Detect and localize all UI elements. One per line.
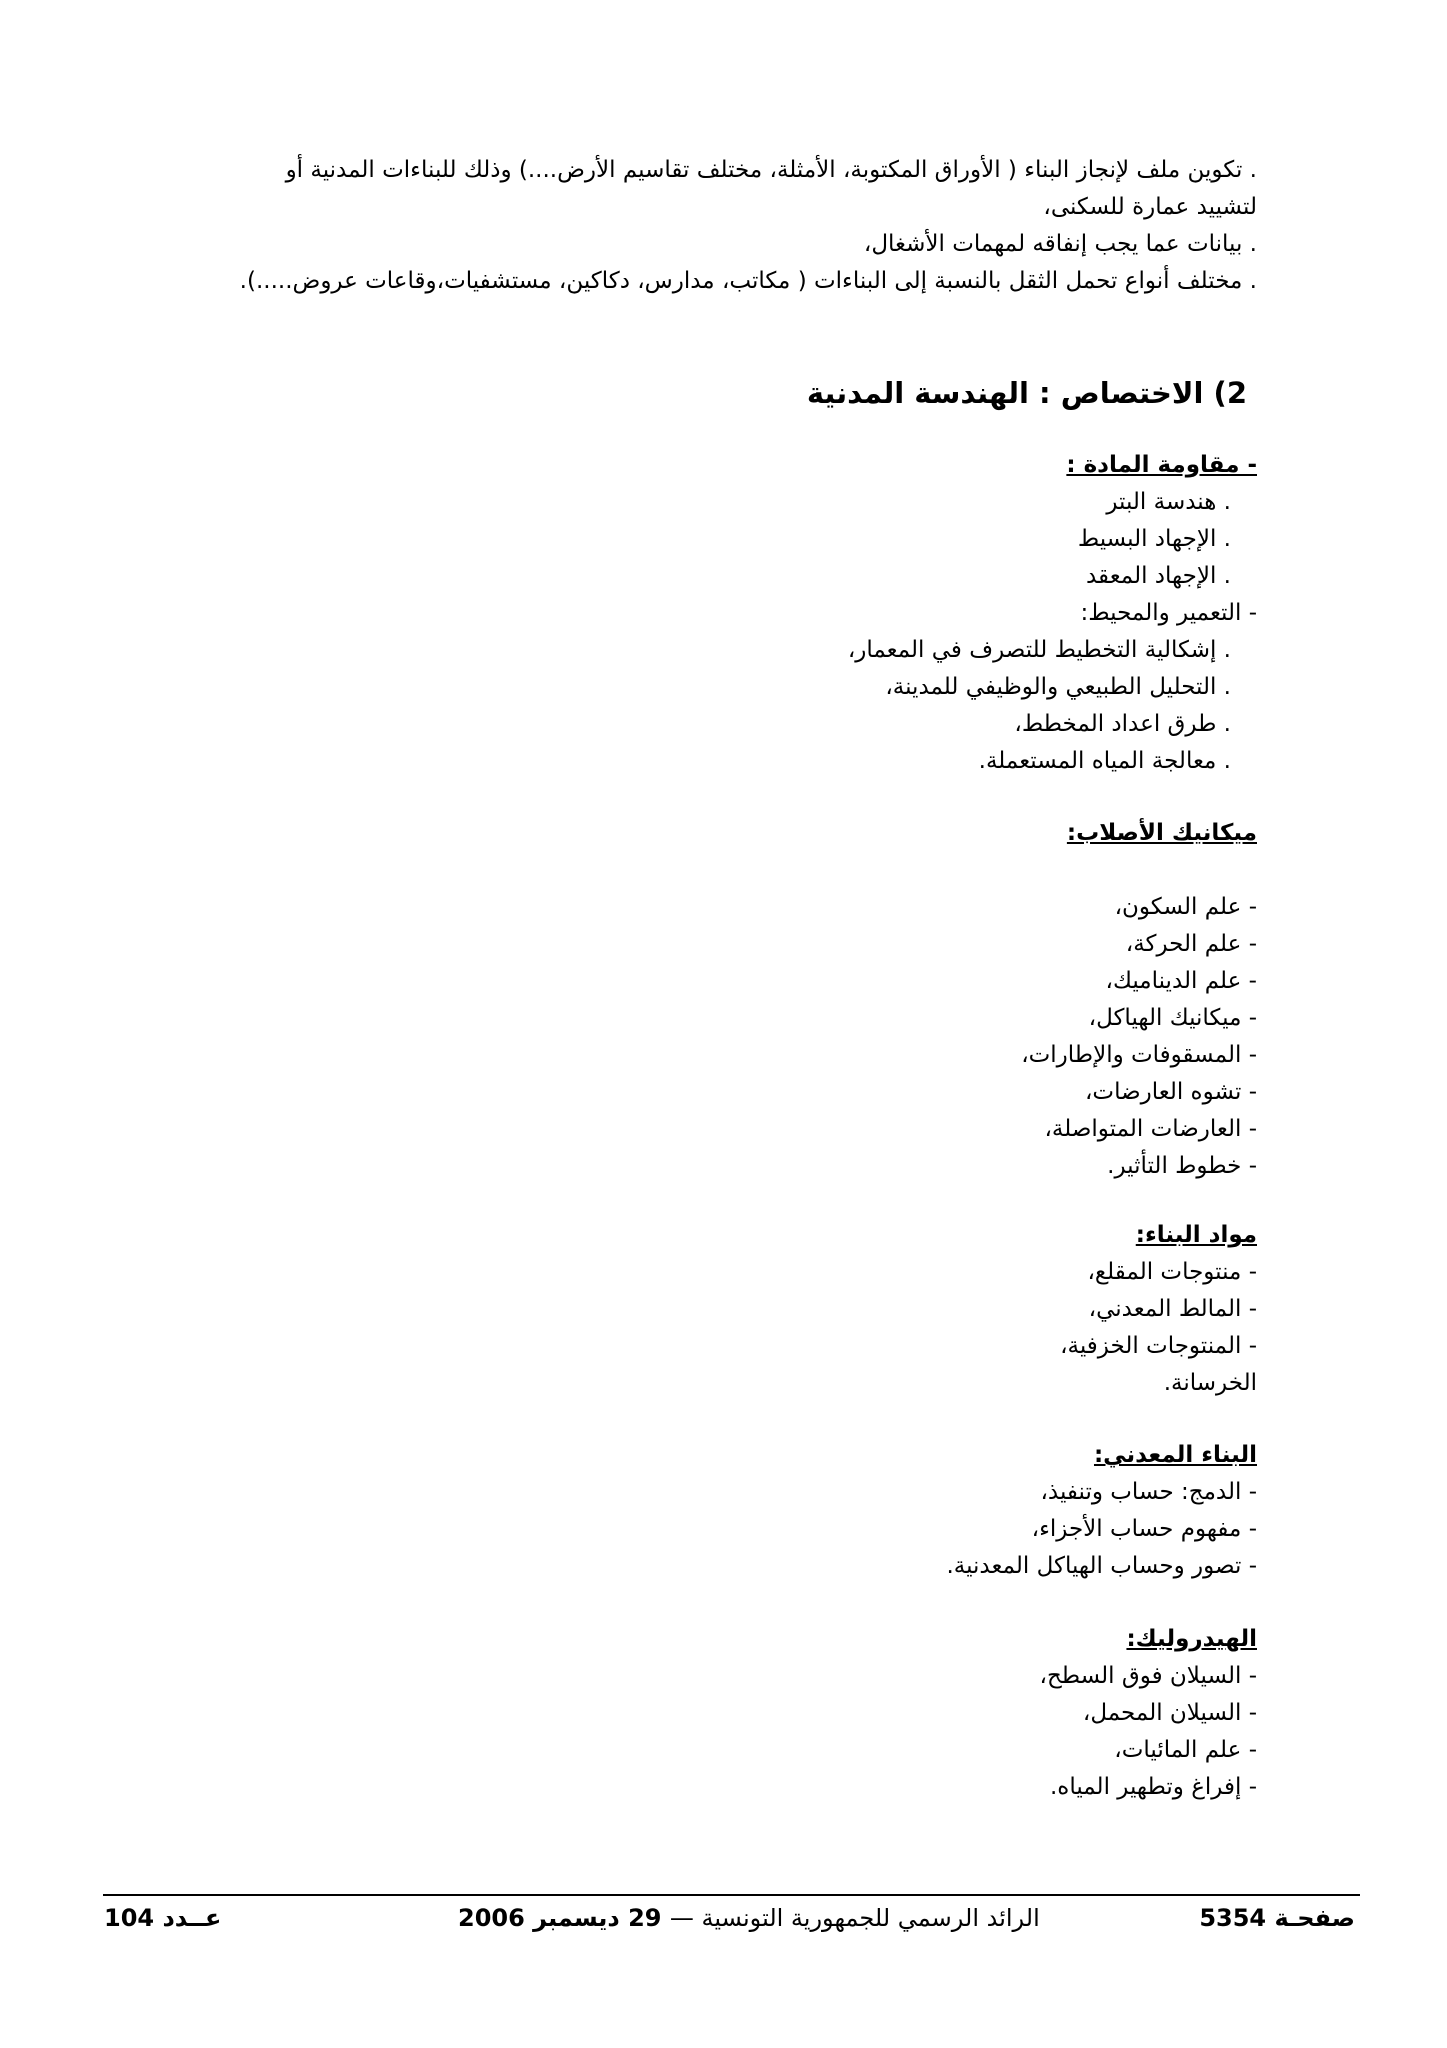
list-item: - السيلان فوق السطح، — [1039, 1663, 1257, 1689]
intro-line: . تكوين ملف لإنجاز البناء ( الأوراق المكتوبة، الأمثلة، مختلف تقاسيم الأرض....) وذلك للبناءات المدنية أو لتشييد عمارة للسكنى، — [285, 157, 1257, 220]
footer-page-label: صفحـة — [1274, 1904, 1355, 1932]
list-item: . الإجهاد البسيط — [1077, 526, 1231, 552]
intro-line: . مختلف أنواع تحمل الثقل بالنسبة إلى البناءات ( مكاتب، مدارس، دكاكين، مستشفيات،وقاعات عروض.....). — [239, 268, 1257, 294]
footer-divider — [103, 1894, 1360, 1896]
list-item: . معالجة المياه المستعملة. — [978, 748, 1231, 774]
list-item: . طرق اعداد المخطط، — [1014, 711, 1231, 737]
list-item: - خطوط التأثير. — [1107, 1153, 1257, 1179]
list-item: - المنتوجات الخزفية، — [1060, 1333, 1257, 1359]
section-title: 2) الاختصاص : الهندسة المدنية — [806, 376, 1247, 410]
footer-issue-label: عــدد — [162, 1904, 222, 1932]
list-item: - علم السكون، — [1114, 894, 1257, 920]
materials-heading: مواد البناء: — [1135, 1222, 1257, 1248]
urbanism-heading: - التعمير والمحيط: — [1080, 600, 1257, 626]
list-item: - السيلان المحمل، — [1082, 1700, 1257, 1726]
mechanics-block — [1021, 815, 1257, 1185]
footer-issue — [104, 1904, 221, 1932]
list-item: - منتوجات المقلع، — [1087, 1259, 1257, 1285]
list-item: . الإجهاد المعقد — [1085, 563, 1231, 589]
list-item: - ميكانيك الهياكل، — [1088, 1005, 1257, 1031]
mechanics-heading: ميكانيك الأصلاب: — [1066, 820, 1257, 846]
intro-line: . بيانات عما يجب إنفاقه لمهمات الأشغال، — [863, 231, 1257, 257]
metal-block — [946, 1437, 1257, 1585]
list-item: - المالط المعدني، — [1088, 1296, 1257, 1322]
list-item: - علم المائيات، — [1114, 1737, 1257, 1763]
materials-block — [1060, 1217, 1257, 1402]
strength-block — [848, 447, 1257, 780]
hydraulics-block — [1040, 1621, 1257, 1806]
list-item: - تصور وحساب الهياكل المعدنية. — [946, 1553, 1257, 1579]
footer-journal-name: الرائد الرسمي للجمهورية التونسية — — [669, 1904, 1040, 1932]
footer-journal — [458, 1904, 1040, 1932]
footer-date: 29 ديسمبر 2006 — [458, 1904, 662, 1932]
list-item: - إفراغ وتطهير المياه. — [1049, 1774, 1257, 1800]
strength-heading: - مقاومة المادة : — [1066, 452, 1257, 478]
list-item: . هندسة البتر — [1106, 489, 1231, 515]
list-item: - المسقوفات والإطارات، — [1021, 1042, 1257, 1068]
metal-heading: البناء المعدني: — [1093, 1442, 1257, 1468]
list-item: - مفهوم حساب الأجزاء، — [1031, 1516, 1257, 1542]
list-item: . إشكالية التخطيط للتصرف في المعمار، — [847, 637, 1231, 663]
list-item: - علم الحركة، — [1125, 931, 1257, 957]
footer-issue-number: 104 — [104, 1904, 155, 1932]
list-item: - الدمج: حساب وتنفيذ، — [1040, 1479, 1257, 1505]
intro-block — [237, 152, 1257, 300]
footer-page — [1199, 1904, 1355, 1932]
list-item: - تشوه العارضات، — [1085, 1079, 1257, 1105]
list-item: الخرسانة. — [1163, 1370, 1257, 1396]
footer-page-number: 5354 — [1199, 1904, 1267, 1932]
list-item: - علم الديناميك، — [1105, 968, 1257, 994]
hydraulics-heading: الهيدروليك: — [1126, 1626, 1257, 1652]
list-item: - العارضات المتواصلة، — [1044, 1116, 1257, 1142]
list-item: . التحليل الطبيعي والوظيفي للمدينة، — [885, 674, 1231, 700]
